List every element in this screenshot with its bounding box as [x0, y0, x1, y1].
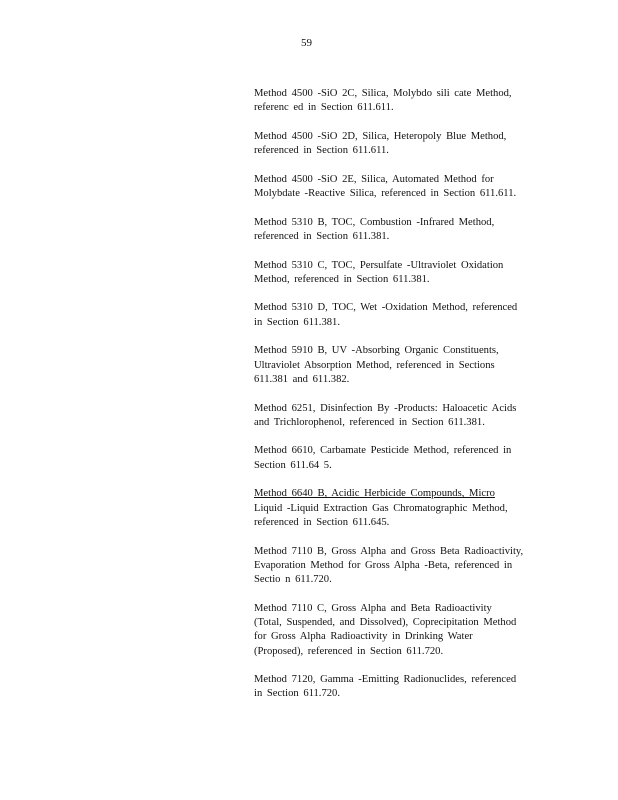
method-reference-list — [254, 87, 536, 716]
entry-line: Method 5910 B, UV -Absorbing Organic Constituents, — [254, 345, 499, 357]
entry-line: Method 4500 -SiO 2C, Silica, Molybdo sili cate Method, — [254, 88, 512, 99]
entry-line: Liquid -Liquid Extraction Gas Chromatographic Method, — [254, 502, 508, 514]
entry-line: Sectio n 611.720. — [254, 574, 332, 586]
list-item — [254, 487, 536, 530]
list-item — [254, 344, 536, 387]
entry-line-underlined: Method 6640 B, Acidic Herbicide Compounds, Micro — [254, 488, 495, 500]
list-item — [254, 444, 536, 473]
list-item — [254, 173, 536, 202]
entry-line: Method 7110 C, Gross Alpha and Beta Radioactivity — [254, 602, 492, 614]
list-item — [254, 402, 536, 431]
list-item — [254, 602, 536, 659]
entry-line: Molybdate -Reactive Silica, referenced in Section 611.611. — [254, 188, 517, 200]
entry-line: referenc ed in Section 611.611. — [254, 102, 394, 114]
entry-line: Method 5310 D, TOC, Wet -Oxidation Method, referenced — [254, 302, 518, 314]
list-item — [254, 545, 536, 588]
entry-line: referenced in Section 611.645. — [254, 516, 390, 528]
entry-line: Method 7110 B, Gross Alpha and Gross Beta Radioactivity, — [254, 545, 524, 557]
list-item — [254, 87, 536, 116]
list-item — [254, 673, 536, 702]
entry-line: (Total, Suspended, and Dissolved), Coprecipitation Method — [254, 616, 517, 628]
page-number: 59 — [301, 37, 312, 49]
entry-line: in Section 611.381. — [254, 316, 340, 328]
list-item — [254, 301, 536, 330]
entry-line: Method 4500 -SiO 2E, Silica, Automated Method for — [254, 173, 494, 185]
list-item — [254, 259, 536, 288]
list-item — [254, 216, 536, 245]
entry-line: Method 4500 -SiO 2D, Silica, Heteropoly Blue Method, — [254, 130, 507, 142]
entry-line: and Trichlorophenol, referenced in Section 611.381. — [254, 416, 485, 428]
entry-line: Method 7120, Gamma -Emitting Radionuclides, referenced — [254, 674, 517, 686]
entry-line: Evaporation Method for Gross Alpha -Beta, referenced in — [254, 559, 513, 571]
entry-line: for Gross Alpha Radioactivity in Drinking Water — [254, 631, 473, 643]
entry-line: Method 6251, Disinfection By -Products: Haloacetic Acids — [254, 402, 517, 414]
entry-line: Method 5310 B, TOC, Combustion -Infrared Method, — [254, 216, 495, 228]
entry-line: referenced in Section 611.611. — [254, 145, 389, 157]
list-item — [254, 130, 536, 159]
entry-line: Method 6610, Carbamate Pesticide Method, referenced in — [254, 445, 512, 457]
entry-line: (Proposed), referenced in Section 611.720. — [254, 645, 444, 657]
entry-line: Section 611.64 5. — [254, 459, 332, 471]
entry-line: 611.381 and 611.382. — [254, 373, 350, 385]
entry-line: referenced in Section 611.381. — [254, 230, 390, 242]
entry-line: Ultraviolet Absorption Method, referenced in Sections — [254, 359, 495, 371]
entry-line: Method 5310 C, TOC, Persulfate -Ultraviolet Oxidation — [254, 259, 504, 271]
entry-line: in Section 611.720. — [254, 688, 340, 700]
entry-line: Method, referenced in Section 611.381. — [254, 273, 430, 285]
